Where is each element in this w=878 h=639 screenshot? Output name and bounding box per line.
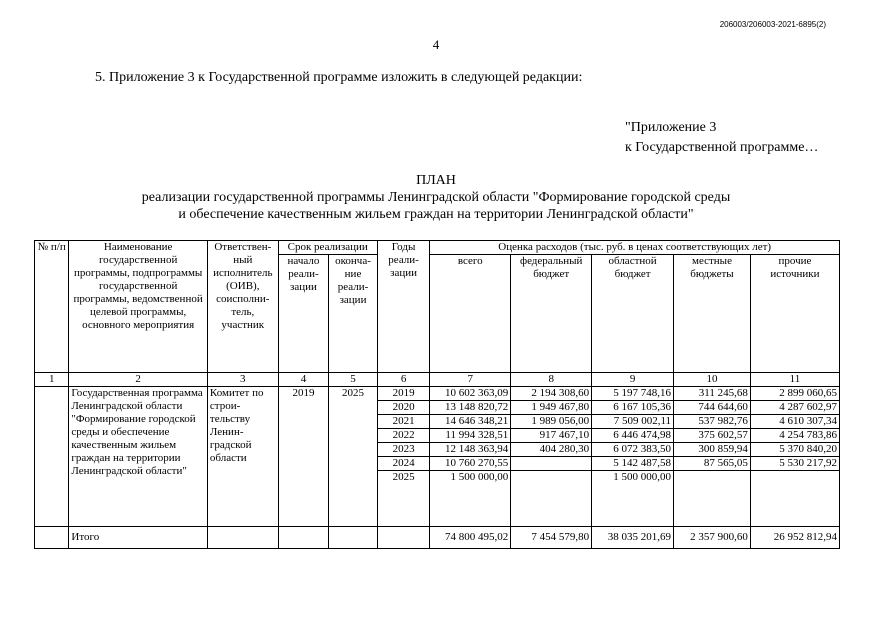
col-num: 8	[511, 373, 592, 387]
col-num: 11	[750, 373, 839, 387]
total-cell: 10 602 363,09	[430, 387, 511, 401]
local-cell: 87 565,05	[674, 457, 751, 471]
total-cell: 11 994 328,51	[430, 429, 511, 443]
header-total: всего	[430, 255, 511, 373]
local-cell: 375 602,57	[674, 429, 751, 443]
header-end: оконча-ние реали-зации	[329, 255, 378, 373]
other-cell: 4 287 602,97	[750, 401, 839, 415]
totals-total: 74 800 495,02	[430, 527, 511, 549]
federal-cell: 1 989 056,00	[511, 415, 592, 429]
table-row	[35, 387, 840, 401]
header-name: Наименование государственной программы, подпрограммы государственной программы, ведомственной целевой программы, основного мероприятия	[69, 241, 208, 373]
page-number: 4	[432, 37, 440, 52]
other-cell	[750, 471, 839, 527]
local-cell: 300 859,94	[674, 443, 751, 457]
plan-title: ПЛАН	[416, 173, 456, 188]
totals-row	[35, 527, 840, 549]
header-local: местные бюджеты	[674, 255, 751, 373]
federal-cell: 917 467,10	[511, 429, 592, 443]
other-cell: 5 370 840,20	[750, 443, 839, 457]
year-cell: 2022	[377, 429, 430, 443]
federal-cell: 2 194 308,60	[511, 387, 592, 401]
local-cell: 537 982,76	[674, 415, 751, 429]
total-cell: 13 148 820,72	[430, 401, 511, 415]
year-cell: 2021	[377, 415, 430, 429]
header-regional: областной бюджет	[592, 255, 674, 373]
totals-empty	[329, 527, 378, 549]
program-start: 2019	[278, 387, 329, 527]
header-other: прочие источники	[750, 255, 839, 373]
appendix-line-1: "Приложение 3	[625, 120, 717, 135]
totals-empty	[207, 527, 278, 549]
year-cell: 2025	[377, 471, 430, 527]
header-no: № п/п	[35, 241, 69, 373]
federal-cell: 404 280,30	[511, 443, 592, 457]
totals-empty	[278, 527, 329, 549]
totals-regional: 38 035 201,69	[592, 527, 674, 549]
appendix-note	[625, 118, 818, 158]
federal-cell	[511, 457, 592, 471]
plan-heading	[0, 172, 872, 223]
col-num: 4	[278, 373, 329, 387]
program-end: 2025	[329, 387, 378, 527]
appendix-line-2: к Государственной программе…	[625, 140, 819, 155]
intro-paragraph: 5. Приложение 3 к Государственной программе изложить в следующей редакции:	[95, 70, 583, 85]
total-cell: 1 500 000,00	[430, 471, 511, 527]
col-num: 7	[430, 373, 511, 387]
regional-cell: 6 446 474,98	[592, 429, 674, 443]
year-cell: 2020	[377, 401, 430, 415]
year-cell: 2024	[377, 457, 430, 471]
regional-cell: 1 500 000,00	[592, 471, 674, 527]
local-cell: 311 245,68	[674, 387, 751, 401]
other-cell: 2 899 060,65	[750, 387, 839, 401]
year-cell: 2023	[377, 443, 430, 457]
regional-cell: 5 142 487,58	[592, 457, 674, 471]
col-num: 2	[69, 373, 208, 387]
other-cell: 4 610 307,34	[750, 415, 839, 429]
plan-table	[34, 240, 840, 549]
federal-cell: 1 949 467,80	[511, 401, 592, 415]
federal-cell	[511, 471, 592, 527]
header-period: Срок реализации	[278, 241, 377, 255]
header-years: Годы реали-зации	[377, 241, 430, 373]
header-row-1	[35, 241, 840, 255]
plan-subtitle-1: реализации государственной программы Ленинградской области "Формирование городской среды	[141, 190, 731, 205]
col-num: 3	[207, 373, 278, 387]
program-responsible: Комитет по строи-тельству Ленин-градской области	[207, 387, 278, 527]
regional-cell: 5 197 748,16	[592, 387, 674, 401]
col-num: 10	[674, 373, 751, 387]
program-name: Государственная программа Ленинградской области "Формирование городской среды и обеспечение качественным жильем граждан на территории Ленинградской области"	[69, 387, 208, 527]
col-num: 1	[35, 373, 69, 387]
row-number-cell	[35, 387, 69, 527]
total-cell: 14 646 348,21	[430, 415, 511, 429]
totals-other: 26 952 812,94	[750, 527, 839, 549]
other-cell: 5 530 217,92	[750, 457, 839, 471]
other-cell: 4 254 783,86	[750, 429, 839, 443]
year-cell: 2019	[377, 387, 430, 401]
col-num: 6	[377, 373, 430, 387]
total-cell: 12 148 363,94	[430, 443, 511, 457]
header-responsible: Ответствен-ный исполнитель (ОИВ), соисполни-тель, участник	[207, 241, 278, 373]
col-num: 9	[592, 373, 674, 387]
totals-empty	[35, 527, 69, 549]
document-id: 206003/206003-2021-6895(2)	[719, 20, 826, 29]
totals-empty	[377, 527, 430, 549]
header-start: начало реали-зации	[278, 255, 329, 373]
totals-federal: 7 454 579,80	[511, 527, 592, 549]
totals-local: 2 357 900,60	[674, 527, 751, 549]
totals-label: Итого	[69, 527, 208, 549]
header-costs: Оценка расходов (тыс. руб. в ценах соответствующих лет)	[430, 241, 840, 255]
plan-subtitle-2: и обеспечение качественным жильем граждан на территории Ленинградской области"	[178, 207, 694, 222]
regional-cell: 6 072 383,50	[592, 443, 674, 457]
regional-cell: 7 509 002,11	[592, 415, 674, 429]
col-num: 5	[329, 373, 378, 387]
column-number-row	[35, 373, 840, 387]
total-cell: 10 760 270,55	[430, 457, 511, 471]
local-cell	[674, 471, 751, 527]
header-federal: федеральный бюджет	[511, 255, 592, 373]
regional-cell: 6 167 105,36	[592, 401, 674, 415]
local-cell: 744 644,60	[674, 401, 751, 415]
